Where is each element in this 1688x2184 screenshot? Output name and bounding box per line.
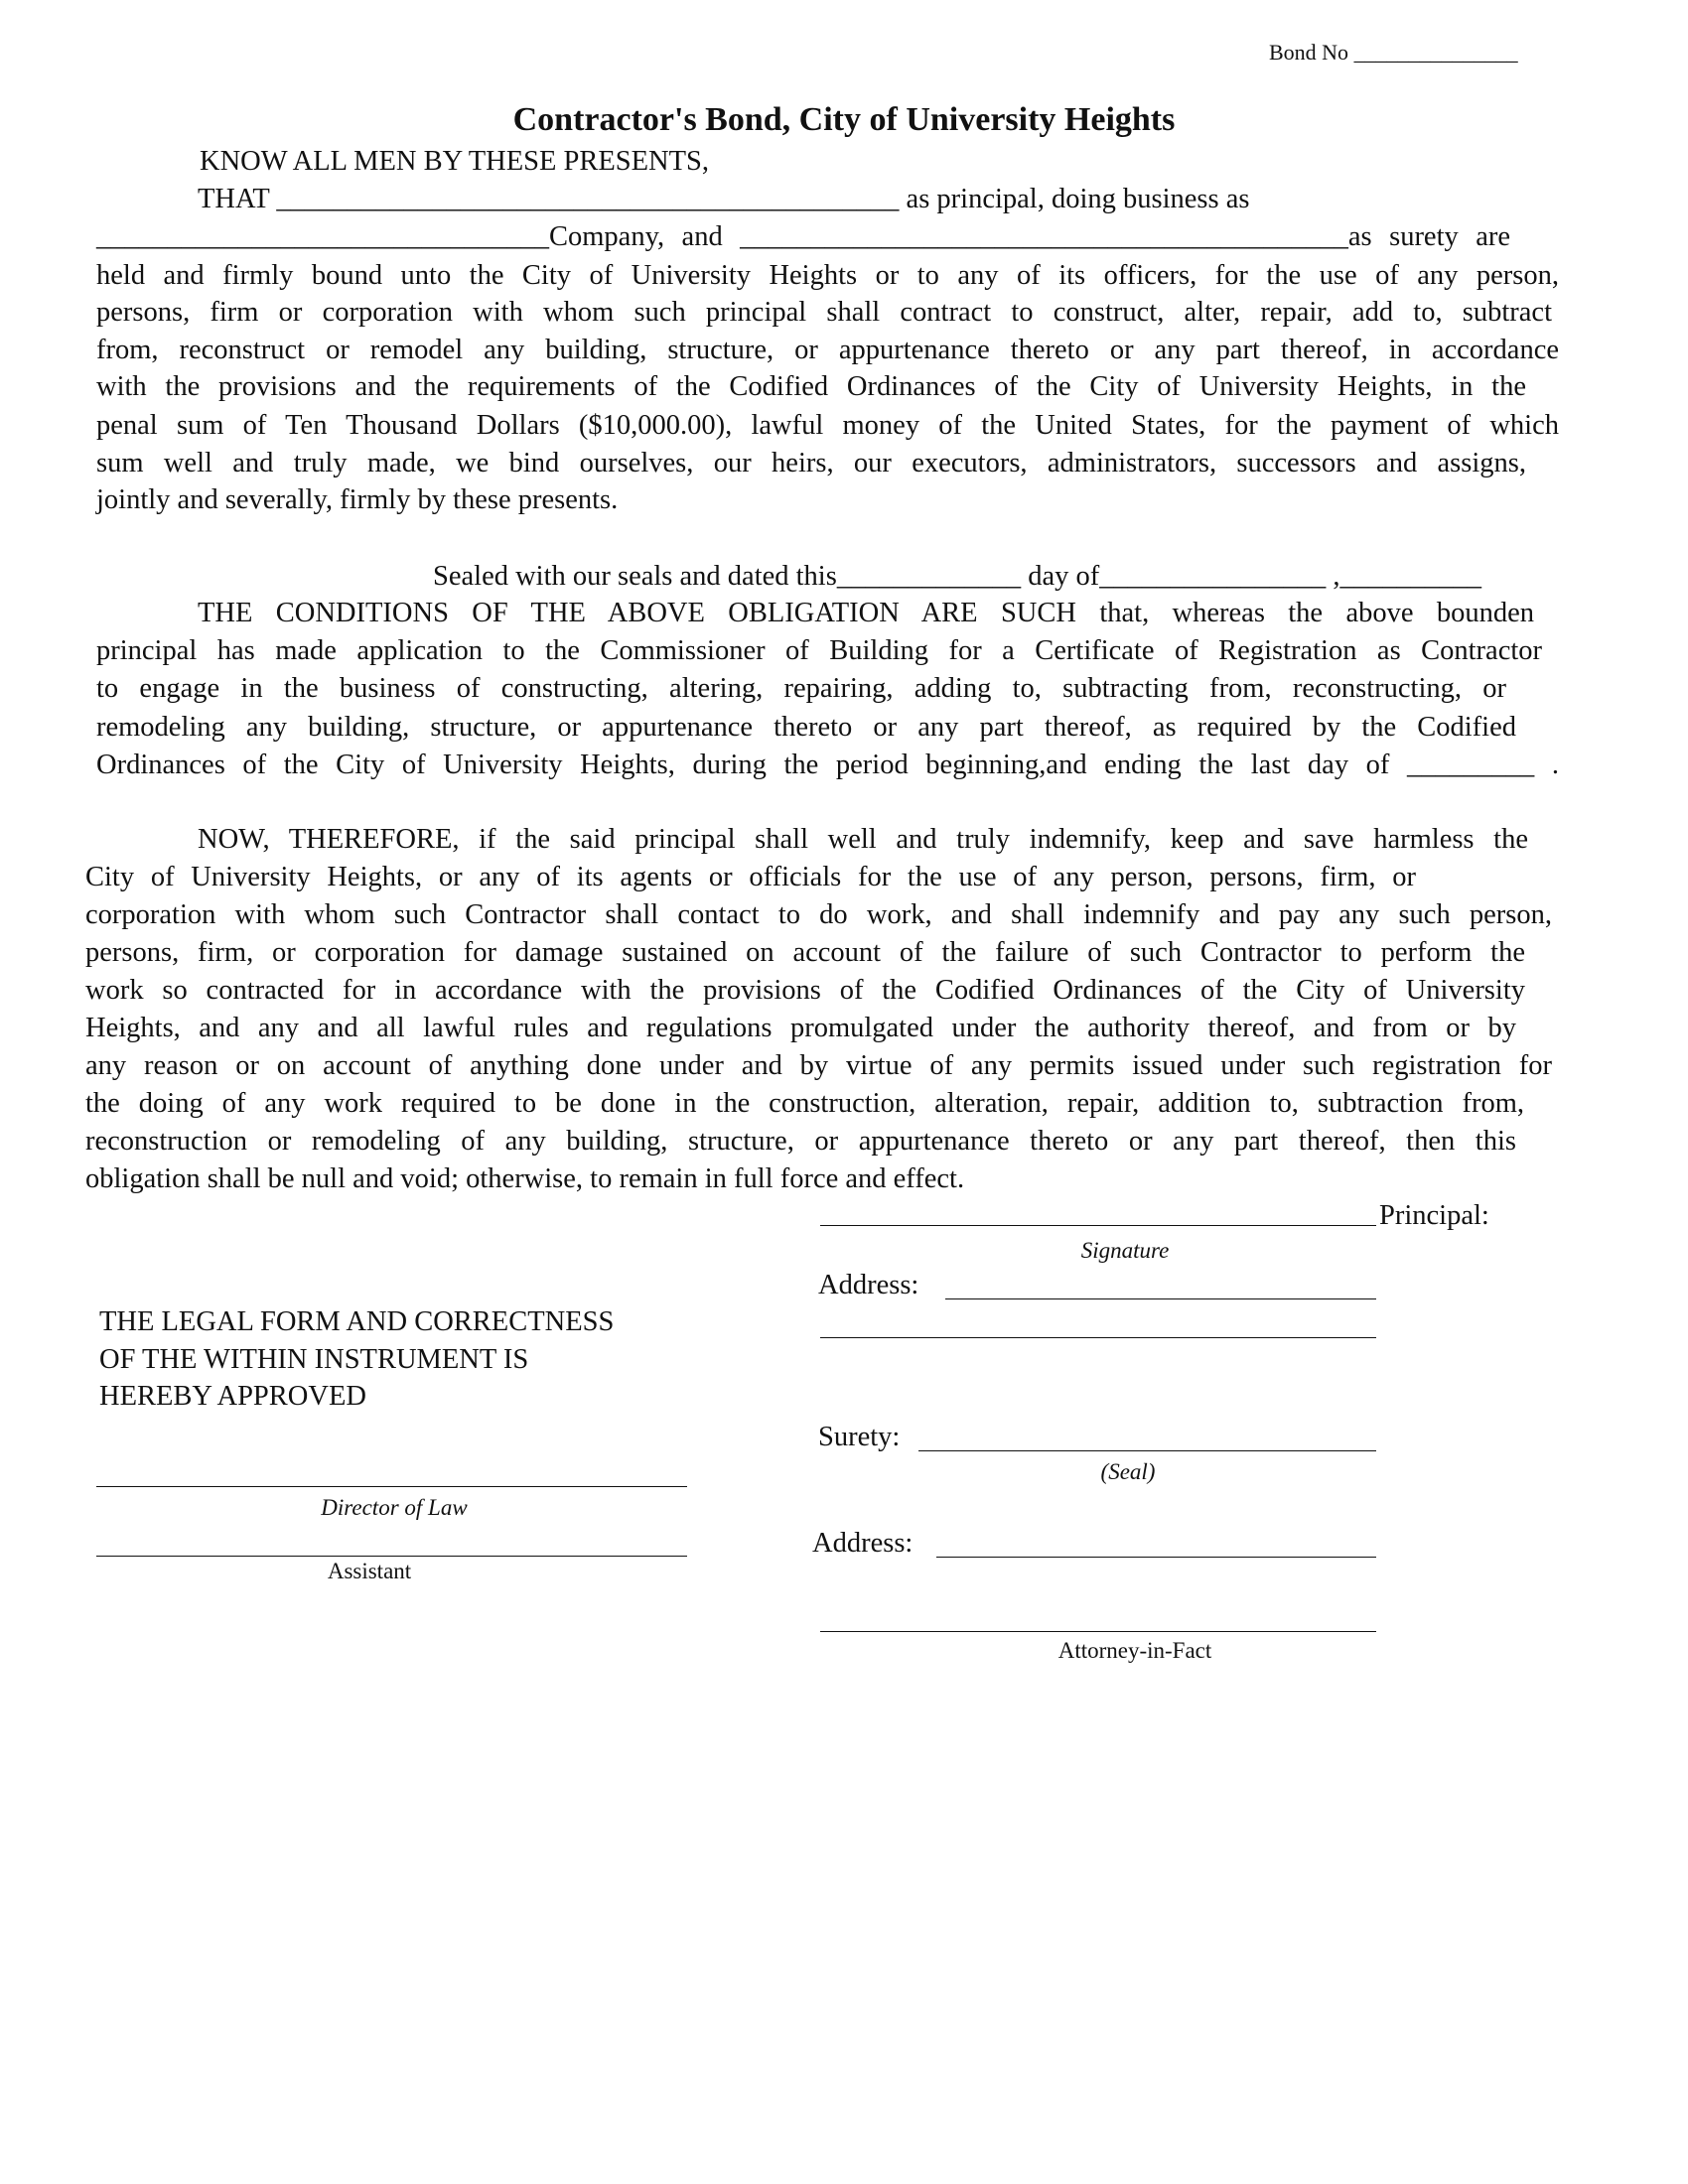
principal-address-line-2[interactable] <box>820 1337 1376 1338</box>
approval-text-line: THE LEGAL FORM AND CORRECTNESS <box>99 1306 615 1337</box>
body-text-line: Heights, and any and all lawful rules and regulations promulgated under the authority thereof, and from or by <box>85 1013 1516 1043</box>
body-text-line: jointly and severally, firmly by these presents. <box>96 484 619 515</box>
seal-caption: (Seal) <box>1100 1459 1156 1484</box>
body-text-line: persons, firm or corporation with whom such principal shall contract to construct, alter, repair, add to, subtract <box>96 297 1552 328</box>
body-text-line: the doing of any work required to be done in the construction, alteration, repair, addition to, subtraction from, <box>85 1088 1524 1119</box>
body-text-line: corporation with whom such Contractor shall contact to do work, and shall indemnify and pay any such person, <box>85 899 1552 930</box>
assistant-caption: Assistant <box>327 1559 412 1583</box>
body-text-line: reconstruction or remodeling of any building, structure, or appurtenance thereto or any part thereof, then this <box>85 1126 1516 1157</box>
approval-text-line: HEREBY APPROVED <box>99 1381 366 1412</box>
document-title: Contractor's Bond, City of University Heights <box>512 101 1176 138</box>
body-text-line: penal sum of Ten Thousand Dollars ($10,000.00), lawful money of the United States, for the payment of which <box>96 410 1559 441</box>
surety-address-label: Address: <box>812 1528 914 1559</box>
principal-address-label: Address: <box>818 1270 919 1300</box>
body-text-line: any reason or on account of anything done under and by virtue of any permits issued under such registration for <box>85 1050 1552 1081</box>
director-of-law-caption: Director of Law <box>321 1495 468 1520</box>
surety-address-line[interactable] <box>936 1557 1376 1558</box>
body-text-line: with the provisions and the requirements of the Codified Ordinances of the City of University Heights, in the <box>96 371 1526 402</box>
body-text-line: from, reconstruct or remodel any building, structure, or appurtenance thereto or any part thereof, in accordance <box>96 335 1559 365</box>
body-text-line: obligation shall be null and void; otherwise, to remain in full force and effect. <box>85 1163 965 1194</box>
body-text-line: Sealed with our seals and dated this_____________ day of________________ ,__________ <box>433 561 1481 592</box>
principal-address-line-1[interactable] <box>945 1298 1376 1299</box>
body-text-line: Ordinances of the City of University Heights, during the period beginning,and ending the last day of _________ . <box>96 750 1559 780</box>
body-text-line: held and firmly bound unto the City of University Heights or to any of its officers, for the use of any person, <box>96 260 1559 291</box>
body-text-line: City of University Heights, or any of its agents or officials for the use of any person, persons, firm, or <box>85 862 1416 892</box>
director-of-law-signature-line[interactable] <box>96 1486 687 1487</box>
body-text-line: to engage in the business of constructing, altering, repairing, adding to, subtracting from, reconstructing, or <box>96 673 1506 704</box>
body-text-line: THE CONDITIONS OF THE ABOVE OBLIGATION ARE SUCH that, whereas the above bounden <box>198 598 1534 628</box>
bond-number-label: Bond No <box>1269 40 1354 65</box>
surety-line[interactable] <box>918 1450 1376 1451</box>
bond-number <box>1269 40 1518 66</box>
body-text-line: ________________________________Company, and ___________________________________________as surety are <box>96 221 1510 252</box>
approval-text-line: OF THE WITHIN INSTRUMENT IS <box>99 1344 529 1375</box>
principal-signature-line[interactable] <box>820 1225 1376 1226</box>
body-text-line: work so contracted for in accordance with the provisions of the Codified Ordinances of the City of University <box>85 975 1525 1006</box>
body-text-line: persons, firm, or corporation for damage sustained on account of the failure of such Contractor to perform the <box>85 937 1525 968</box>
attorney-in-fact-caption: Attorney-in-Fact <box>1057 1638 1212 1663</box>
body-text-line: NOW, THEREFORE, if the said principal shall well and truly indemnify, keep and save harmless the <box>198 824 1528 855</box>
body-text-line: remodeling any building, structure, or appurtenance thereto or any part thereof, as required by the Codified <box>96 712 1516 743</box>
assistant-signature-line[interactable] <box>96 1556 687 1557</box>
body-text-line: principal has made application to the Commissioner of Building for a Certificate of Registration as Contractor <box>96 635 1542 666</box>
body-text-line: THAT ____________________________________________ as principal, doing business as <box>198 184 1250 214</box>
signature-caption: Signature <box>1080 1238 1170 1263</box>
principal-label: Principal: <box>1379 1200 1489 1231</box>
body-text-line: KNOW ALL MEN BY THESE PRESENTS, <box>200 146 710 177</box>
surety-label: Surety: <box>818 1422 901 1452</box>
bond-number-blank[interactable]: _______________ <box>1353 40 1518 65</box>
body-text-line: sum well and truly made, we bind ourselves, our heirs, our executors, administrators, successors and assigns, <box>96 448 1526 478</box>
attorney-in-fact-line[interactable] <box>820 1631 1376 1632</box>
